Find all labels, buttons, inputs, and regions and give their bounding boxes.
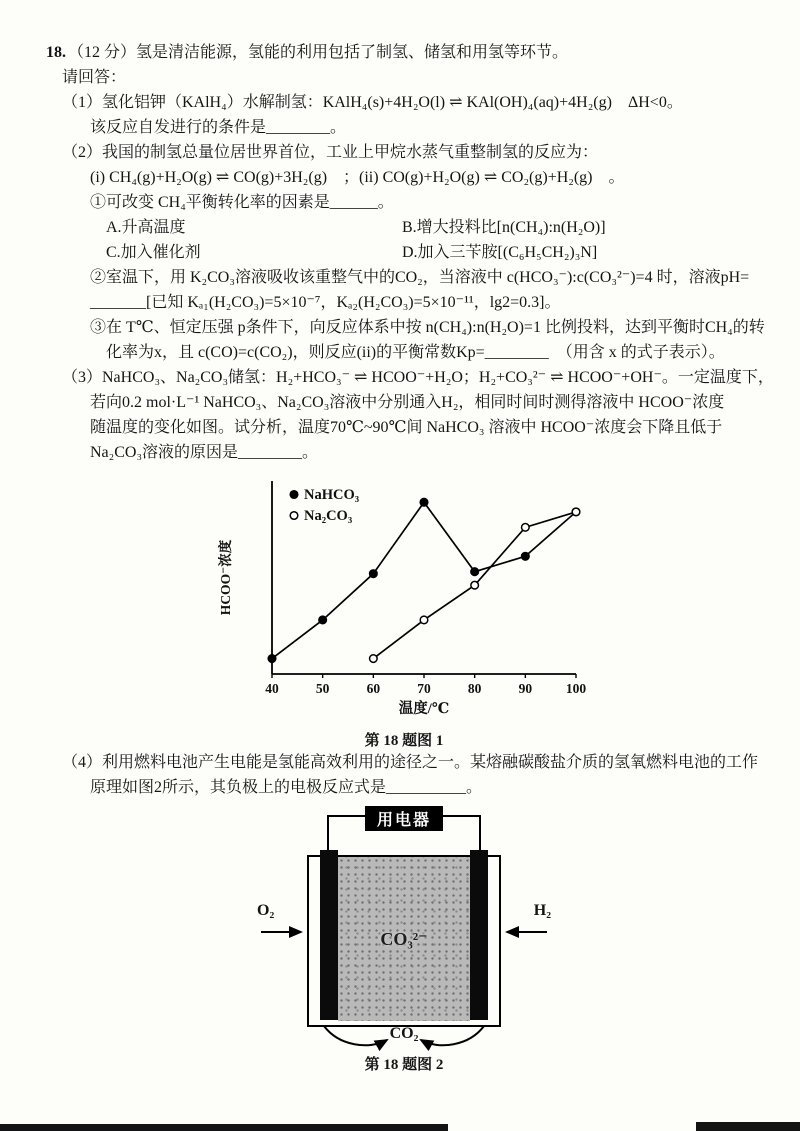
part3-line3: 随温度的变化如图。试分析，温度70℃~90℃间 NaHCO₃ 溶液中 HCOO⁻浓度会下降且低于: [90, 419, 723, 436]
svg-text:90: 90: [518, 681, 533, 696]
svg-text:100: 100: [565, 681, 587, 696]
options-row-2: [106, 240, 762, 265]
left-electrode: [320, 850, 338, 1020]
part2-reactions: (i) CH₄(g)+H₂O(g) ⇌ CO(g)+3H₂(g) ；(ii) CO(g)+H₂O(g) ⇌ CO₂(g)+H₂(g) 。: [90, 169, 625, 186]
svg-text:40: 40: [265, 681, 279, 696]
svg-text:80: 80: [467, 681, 482, 696]
figure-1-caption: 第 18 题图 1: [364, 733, 444, 749]
part4-line2: 原理如图2所示，其负极上的电极反应式是__________。: [90, 779, 483, 796]
options-row-1: [106, 215, 762, 240]
svg-text:70: 70: [417, 681, 431, 696]
part3-line1: （3）NaHCO₃、Na₂CO₃储氢：H₂+HCO₃⁻ ⇌ HCOO⁻+H₂O；H₂+CO₃²⁻ ⇌ HCOO⁻+OH⁻。一定温度下，: [62, 369, 774, 386]
part4-line1: （4）利用燃料电池产生电能是氢能高效利用的途径之一。某熔融碳酸盐介质的氢氧燃料电池的工作: [62, 754, 759, 771]
figure-2-caption: 第 18 题图 2: [364, 1057, 444, 1073]
molten-carbonate-electrolyte: [338, 857, 470, 1021]
please-answer: 请回答：: [62, 69, 127, 86]
part2-item2-line1: ②室温下，用 K₂CO₃溶液吸收该重整气中的CO₂，当溶液中 c(HCO₃⁻):c(CO₃²⁻)=4 时，溶液pH=: [90, 269, 750, 286]
svg-text:Na₂CO₃: Na₂CO₃: [304, 508, 353, 524]
svg-text:50: 50: [315, 681, 330, 696]
svg-text:HCOO⁻浓度: HCOO⁻浓度: [218, 539, 233, 616]
part2-item2-line2: _______[已知 Kₐ₁(H₂CO₃)=5×10⁻⁷，Kₐ₂(H₂CO₃)=5×10⁻¹¹，lg2=0.3]。: [90, 294, 561, 311]
figure-2: [46, 806, 762, 1074]
right-electrode: [470, 850, 488, 1020]
svg-text:温度/℃: 温度/℃: [398, 701, 450, 717]
question-number: 18.: [46, 44, 66, 61]
option-b: B.增大投料比[n(CH₄):n(H₂O)]: [402, 219, 606, 236]
hydrogen-inlet-label: H₂: [533, 902, 551, 919]
co2-flow-arrow-left: [324, 1026, 387, 1045]
part2-intro: （2）我国的制氢总量位居世界首位，工业上甲烷水蒸气重整制氢的反应为：: [62, 144, 599, 161]
part3-line4: Na₂CO₃溶液的原因是________。: [90, 444, 319, 461]
option-d: D.加入三苄胺[(C₆H₅CH₂)₃N]: [402, 244, 598, 261]
part1-equation-line: （1）氢化铝钾（KAlH₄）水解制氢：KAlH₄(s)+4H₂O(l) ⇌ KAl(OH)₄(aq)+4H₂(g) ΔH<0。: [62, 94, 683, 111]
part1-blank-line: 该反应自发进行的条件是________。: [90, 119, 347, 136]
carbonate-ion-label: CO₃²⁻: [380, 928, 428, 949]
part2-item1: ①可改变 CH₄平衡转化率的因素是______。: [90, 194, 394, 211]
question-intro-text: （12 分）氢是清洁能源，氢能的利用包括了制氢、储氢和用氢等环节。: [68, 44, 569, 61]
load-label: 用电器: [365, 806, 443, 831]
scan-artifact-left: [0, 1124, 448, 1131]
co2-outlet-label: CO₂: [389, 1025, 419, 1042]
svg-text:NaHCO₃: NaHCO₃: [304, 487, 360, 503]
fuel-cell-diagram: [239, 806, 569, 1051]
question-header: [46, 40, 762, 65]
figure-1: [46, 467, 762, 750]
part2-item3-line1: ③在 T℃、恒定压强 p条件下，向反应体系中按 n(CH₄):n(H₂O)=1 比例投料，达到平衡时CH₄的转: [90, 319, 765, 336]
oxygen-inlet-label: O₂: [257, 902, 275, 919]
option-c: C.加入催化剂: [106, 244, 201, 261]
part2-item3-line2: 化率为x，且 c(CO)=c(CO₂)，则反应(ii)的平衡常数Kp=________ （用含 x 的式子表示）。: [106, 344, 725, 361]
svg-text:60: 60: [366, 681, 381, 696]
hcoo-concentration-chart: [214, 467, 594, 722]
option-a: A.升高温度: [106, 219, 186, 236]
co2-flow-arrow-right: [421, 1026, 484, 1045]
part3-line2: 若向0.2 mol·L⁻¹ NaHCO₃、Na₂CO₃溶液中分别通入H₂，相同时间时测得溶液中 HCOO⁻浓度: [90, 394, 725, 411]
scan-artifact-right: [696, 1122, 800, 1131]
